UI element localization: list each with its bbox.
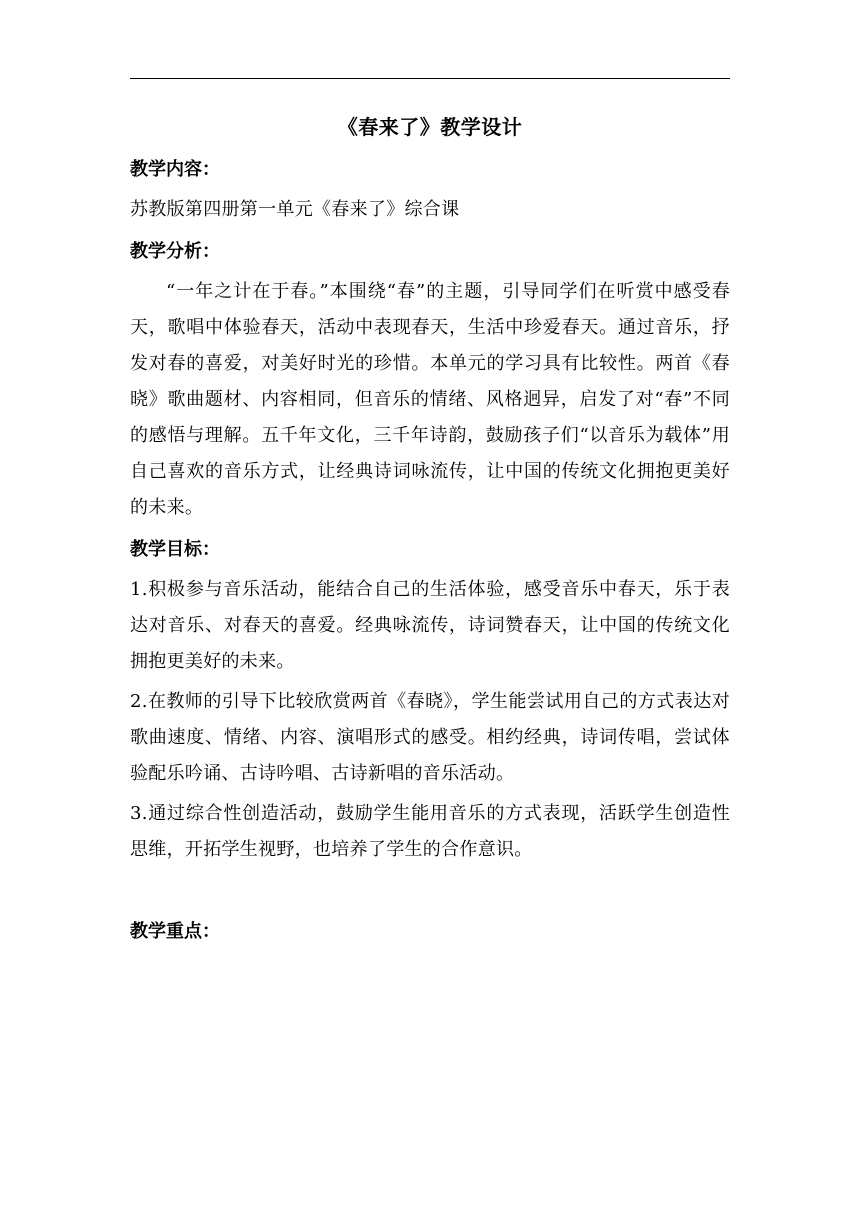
teaching-goal-item: 3.通过综合性创造活动，鼓励学生能用音乐的方式表现，活跃学生创造性思维，开拓学生视野，也培养了学生的合作意识。 — [130, 803, 730, 860]
teaching-analysis-heading: 教学分析： — [130, 241, 220, 262]
teaching-analysis-text: “一年之计在于春。”本围绕“春”的主题，引导同学们在听赏中感受春天，歌唱中体验春天，活动中表现春天，生活中珍爱春天。通过音乐，抒发对春的喜爱，对美好时光的珍惜。本单元的学习具有比较性。两首《春晓》歌曲题材、内容相同，但音乐的情绪、风格迥异，启发了对“春”不同的感悟与理解。五千年文化，三千年诗韵，鼓励孩子们“以音乐为载体”用自己喜欢的音乐方式，让经典诗词咏流传，让中国的传统文化拥抱更美好的未来。 — [130, 281, 730, 518]
document-title: 《春来了》教学设计 — [337, 115, 523, 139]
teaching-goal-item: 2.在教师的引导下比较欣赏两首《春晓》，学生能尝试用自己的方式表达对歌曲速度、情绪、内容、演唱形式的感受。相约经典，诗词传唱，尝试体验配乐吟诵、古诗吟唱、古诗新唱的音乐活动。 — [130, 691, 730, 784]
document-body — [130, 108, 730, 954]
teaching-content-text: 苏教版第四册第一单元《春来了》综合课 — [130, 199, 460, 220]
key-points-heading: 教学重点： — [130, 921, 220, 942]
header-rule — [130, 78, 730, 79]
teaching-content-heading: 教学内容： — [130, 159, 220, 180]
blank-line — [130, 872, 730, 908]
teaching-goals-heading: 教学目标： — [130, 539, 220, 560]
teaching-goal-item: 1.积极参与音乐活动，能结合自己的生活体验，感受音乐中春天，乐于表达对音乐、对春天的喜爱。经典咏流传，诗词赞春天，让中国的传统文化拥抱更美好的未来。 — [130, 579, 730, 672]
